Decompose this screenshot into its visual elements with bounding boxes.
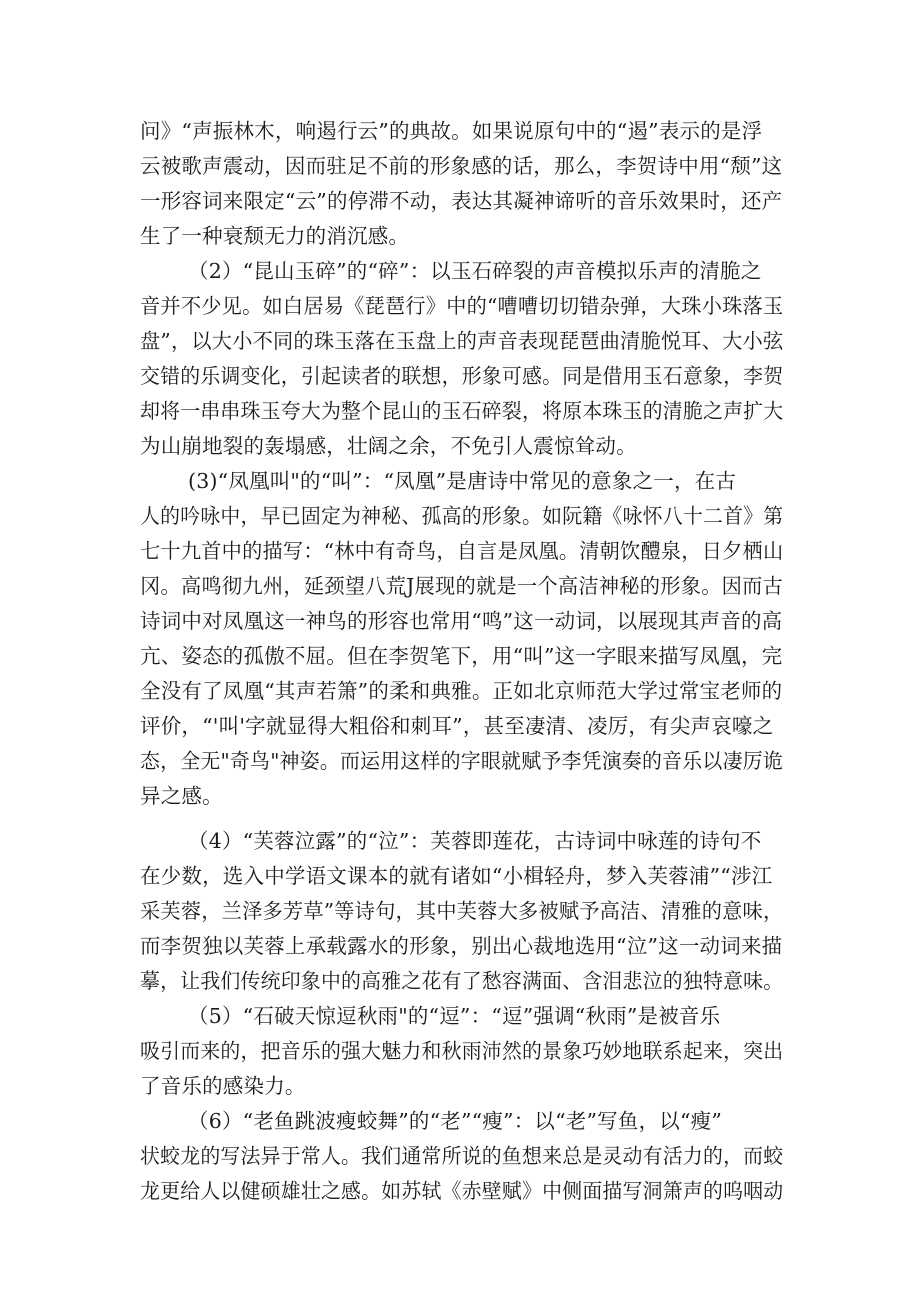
text-line: 音并不少见。如白居易《琵琶行》中的“嘈嘈切切错杂弹，大珠小珠落玉	[140, 294, 784, 318]
text-line: （4）“芙蓉泣露”的“泣”：芙蓉即莲花，古诗词中咏莲的诗句不	[188, 829, 762, 853]
text-line: 七十九首中的描写：“林中有奇鸟，自言是凤凰。清朝饮醴泉，日夕栖山	[140, 539, 784, 563]
text-line: 在少数，选入中学语文课本的就有诸如“小楫轻舟，梦入芙蓉浦”“涉江	[140, 864, 773, 888]
text-line: （5）“石破天惊逗秋雨"的“逗”：“逗”强调“秋雨”是被音乐	[188, 1004, 721, 1028]
text-line: 龙更给人以健硕雄壮之感。如苏轼《赤壁赋》中侧面描写洞箫声的呜咽动	[140, 1179, 784, 1203]
text-line: 状蛟龙的写法异于常人。我们通常所说的鱼想来总是灵动有活力的，而蛟	[140, 1144, 784, 1168]
text-line: 评价，“'叫'字就显得大粗俗和刺耳”，甚至凄清、凌厉，有尖声哀嚎之	[140, 714, 774, 738]
text-line: 吸引而来的，把音乐的强大魅力和秋雨沛然的景象巧妙地联系起来，突出	[140, 1039, 784, 1063]
text-line: 人的吟咏中，早已固定为神秘、孤高的形象。如阮籍《咏怀八十二首》第	[140, 504, 784, 528]
text-line: 摹，让我们传统印象中的高雅之花有了愁容满面、含泪悲泣的独特意味。	[140, 969, 784, 993]
text-line: 而李贺独以芙蓉上承载露水的形象，别出心裁地选用“泣”这一动词来描	[140, 934, 783, 958]
text-line: （2）“昆山玉碎”的“碎”：以玉石碎裂的声音模拟乐声的清脆之	[188, 259, 762, 283]
text-line: 冈。高鸣彻九州，延颈望八荒J展现的就是一个高洁神秘的形象。因而古	[140, 574, 784, 598]
text-line: 却将一串串珠玉夸大为整个昆山的玉石碎裂，将原本珠玉的清脆之声扩大	[140, 399, 784, 423]
text-line: 盘”，以大小不同的珠玉落在玉盘上的声音表现琵琶曲清脆悦耳、大小弦	[140, 329, 784, 353]
text-line: 交错的乐调变化，引起读者的联想，形象可感。同是借用玉石意象，李贺	[140, 364, 784, 388]
text-line: (3)“凤凰叫"的“叫”：“凤凰”是唐诗中常见的意象之一，在古	[188, 469, 737, 493]
text-line: 为山崩地裂的轰塌感，壮阔之余，不免引人震惊耸动。	[140, 434, 637, 458]
text-line: 态，全无"奇鸟"神姿。而运用这样的字眼就赋予李凭演奏的音乐以凄厉诡	[140, 749, 783, 773]
text-line: （6）“老鱼跳波瘦蛟舞”的“老”“瘦”：以“老”写鱼，以“瘦”	[188, 1109, 723, 1133]
text-line: 云被歌声震动，因而驻足不前的形象感的话，那么，李贺诗中用“颓”这	[140, 154, 783, 178]
text-line: 问》“声振林木，响遏行云”的典故。如果说原句中的“遏”表示的是浮	[140, 119, 763, 143]
text-line: 诗词中对凤凰这一神鸟的形容也常用“鸣”这一动词，以展现其声音的高	[140, 609, 783, 633]
text-line: 一形容词来限定“云”的停滞不动，表达其凝神谛听的音乐效果时，还产	[140, 189, 783, 213]
text-line: 异之感。	[140, 784, 223, 808]
text-line: 亢、姿态的孤傲不屈。但在李贺笔下，用“叫”这一字眼来描写凤凰，完	[140, 644, 783, 668]
text-line: 全没有了凤凰“其声若箫”的柔和典雅。正如北京师范大学过常宝老师的	[140, 679, 783, 703]
text-line: 采芙蓉，兰泽多芳草”等诗句，其中芙蓉大多被赋予高洁、清雅的意味，	[140, 899, 784, 923]
text-line: 生了一种衰颓无力的消沉感。	[140, 224, 410, 248]
text-line: 了音乐的感染力。	[140, 1074, 306, 1098]
